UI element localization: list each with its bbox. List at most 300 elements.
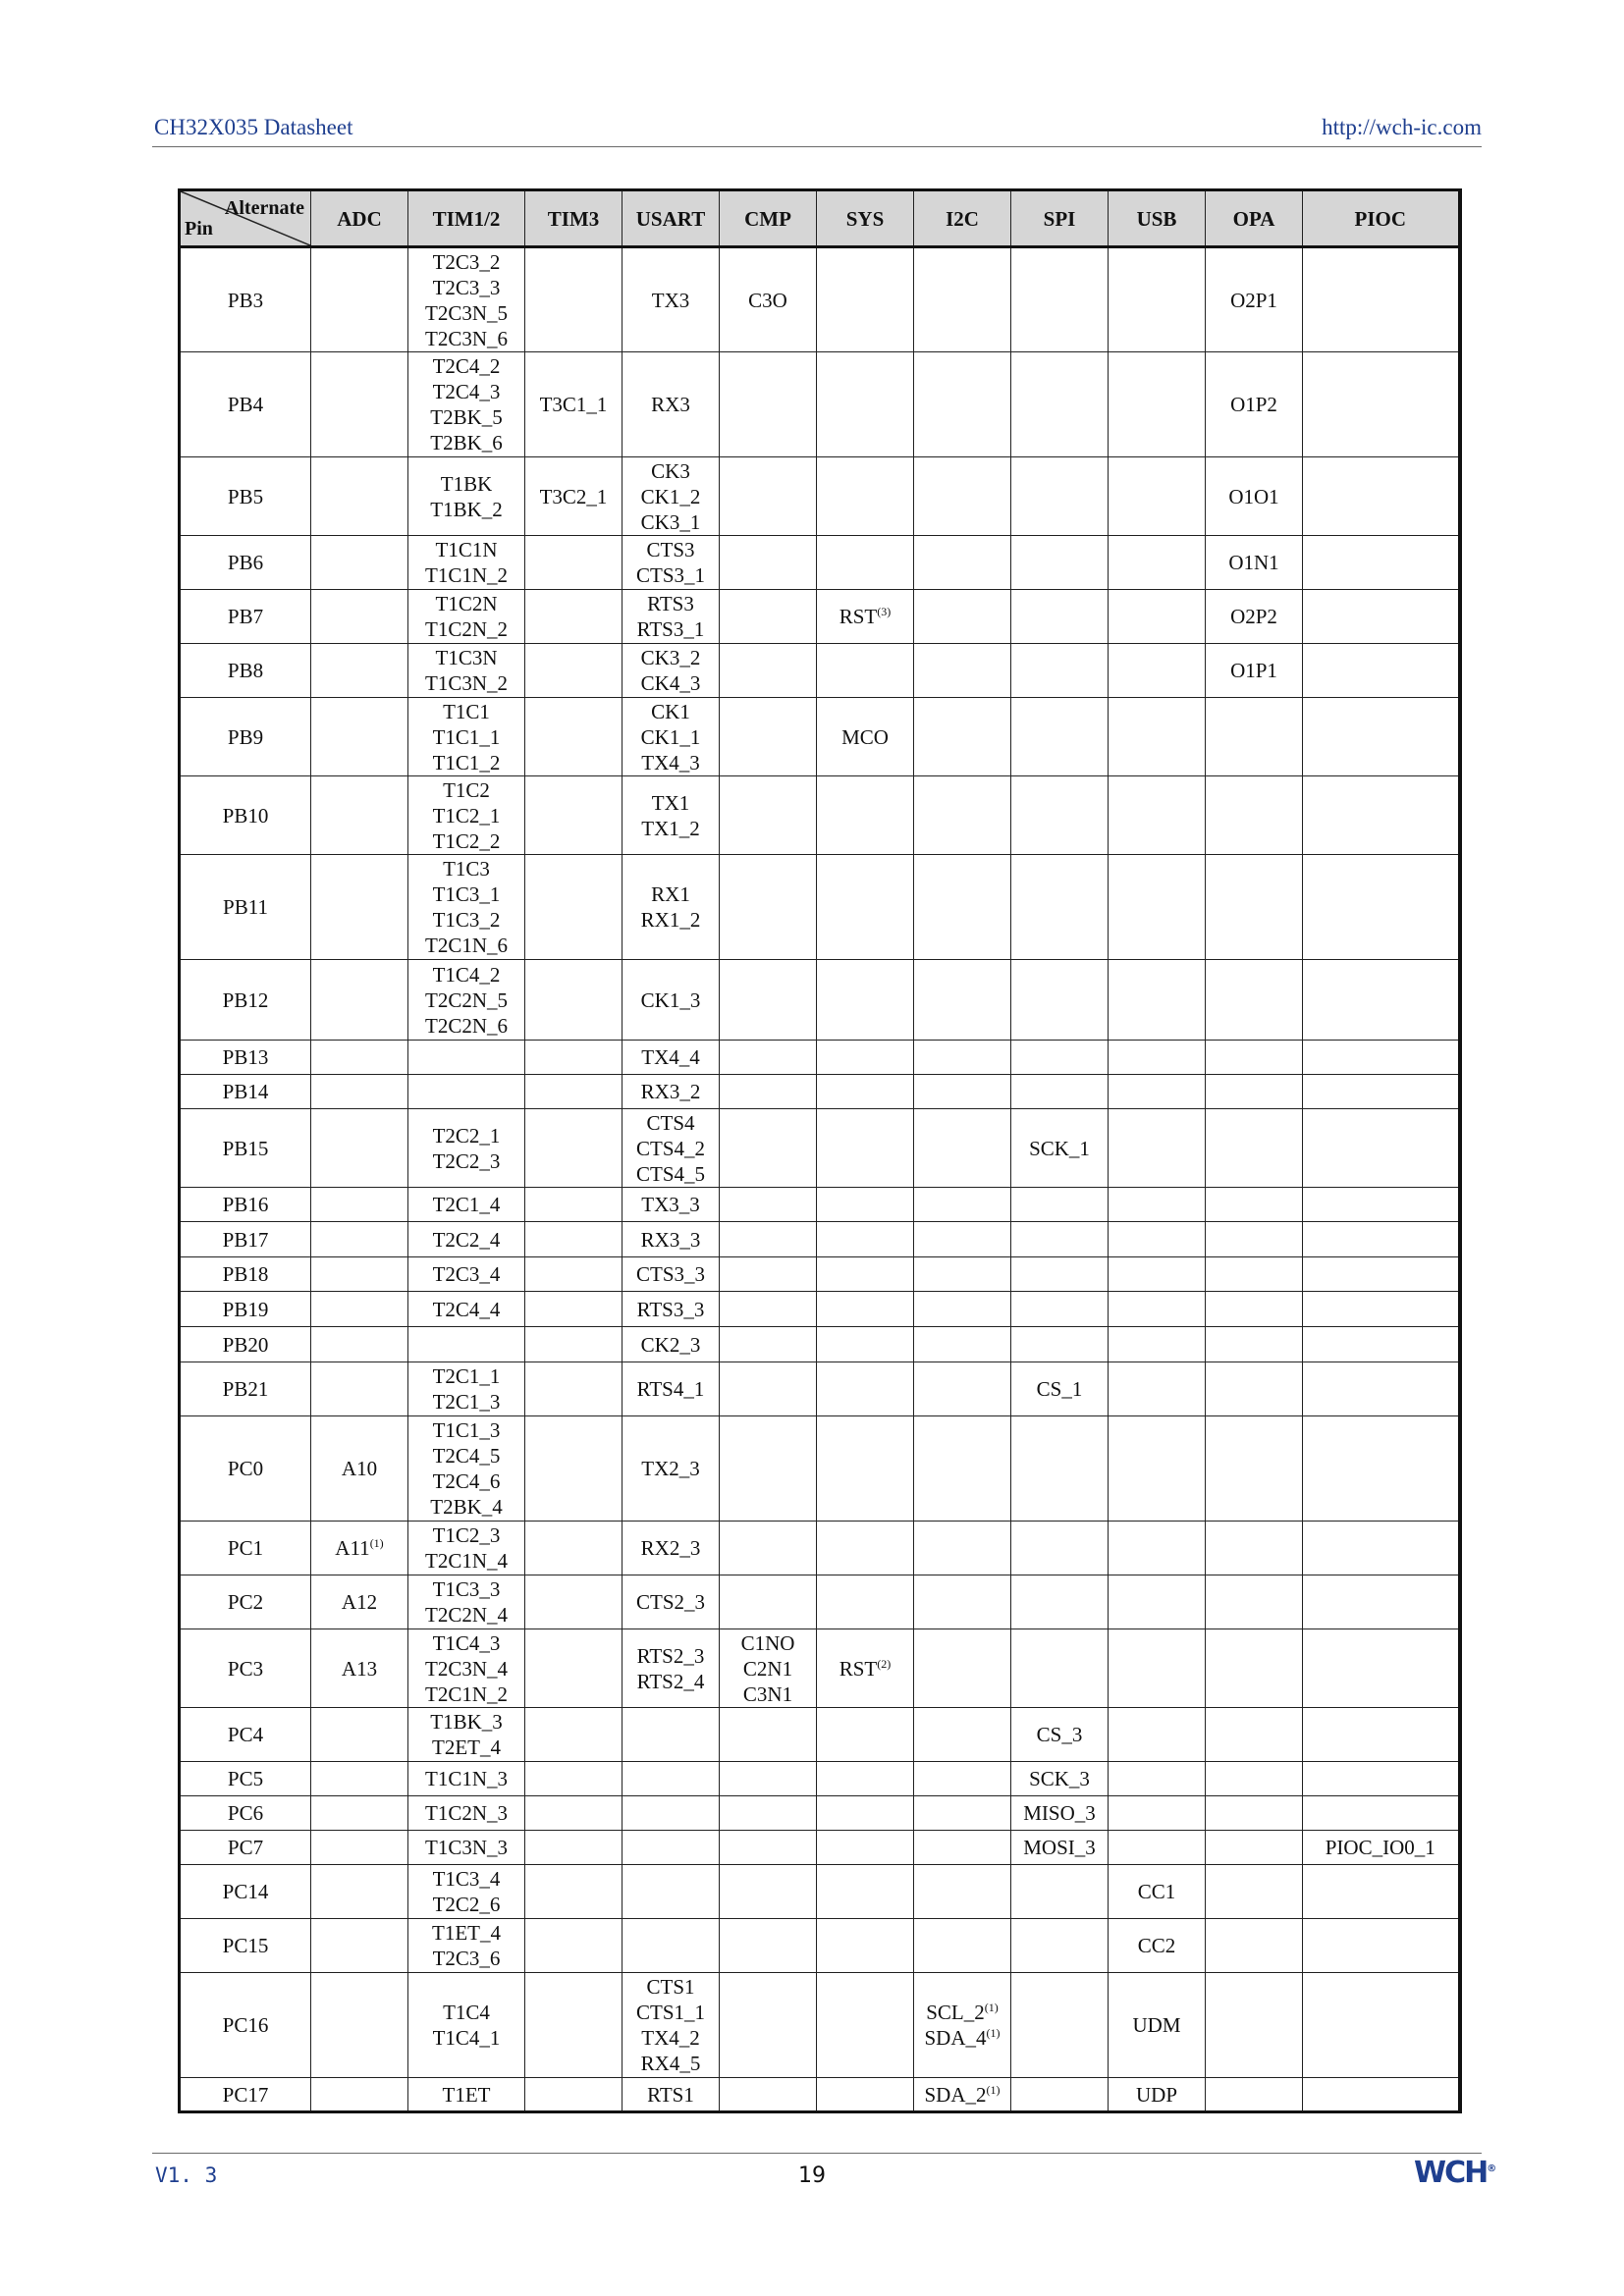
pin-cell: PC5 [180,1762,311,1796]
header-url[interactable]: http://wch-ic.com [1322,115,1482,139]
function-cell [720,1522,817,1575]
function-label: T1C3_3 [432,1577,501,1601]
function-cell [1011,1041,1109,1075]
function-cell [817,457,914,536]
function-label: UDP [1135,2082,1177,2107]
function-cell [817,1575,914,1629]
table-row [180,1575,1460,1629]
function-cell [408,1762,525,1796]
function-cell [623,776,720,855]
pin-cell: PC6 [180,1796,311,1831]
function-cell [720,1222,817,1257]
function-label: C3O [748,288,787,312]
function-label: T2C2N_6 [425,1013,508,1038]
function-cell [817,1075,914,1109]
function-cell [1303,1327,1460,1362]
function-cell [623,1362,720,1416]
function-label: T2C1N_6 [425,934,508,957]
function-cell [408,1362,525,1416]
function-cell [914,644,1011,698]
function-label: RTS1 [647,2082,694,2107]
function-label: T2C1N_2 [425,1682,508,1706]
table-row [180,1292,1460,1327]
function-cell [817,247,914,352]
function-cell [525,1222,623,1257]
function-cell [720,1327,817,1362]
function-cell [311,247,408,352]
function-label: CK3_2 [640,646,701,669]
function-cell [1109,1865,1206,1919]
footnote-marker: (1) [984,2001,999,2014]
table-row [180,1327,1460,1362]
table-row [180,536,1460,590]
table-row [180,457,1460,536]
function-cell [1303,352,1460,457]
function-cell [914,698,1011,776]
pin-cell: PC17 [180,2078,311,2112]
function-cell [1109,776,1206,855]
function-cell [817,1109,914,1188]
function-cell [623,1919,720,1973]
function-cell [1109,1919,1206,1973]
function-cell [311,1075,408,1109]
function-cell [1011,1292,1109,1327]
function-cell [1206,536,1303,590]
column-header: TIM1/2 [408,190,525,247]
function-label: CTS1_1 [635,2001,705,2024]
function-label: CK4_3 [640,671,701,695]
function-cell [311,855,408,960]
function-cell [623,1575,720,1629]
function-cell [1206,457,1303,536]
function-cell [525,457,623,536]
wch-logo: WCH® [1414,2156,1497,2190]
function-cell [311,1416,408,1522]
table-row [180,1762,1460,1796]
function-cell [623,1796,720,1831]
function-label: T2ET_4 [432,1735,501,1759]
function-cell [623,1292,720,1327]
function-cell [720,1188,817,1222]
function-label: T1ET_4 [432,1921,501,1945]
function-cell [817,1796,914,1831]
function-cell [408,1522,525,1575]
table-row [180,1041,1460,1075]
function-cell [1011,1362,1109,1416]
function-cell [720,960,817,1041]
function-cell [1109,1796,1206,1831]
function-cell [525,776,623,855]
function-label: CK1_2 [640,484,701,508]
function-label: CS_1 [1036,1377,1083,1401]
function-cell [1109,1629,1206,1708]
function-label: C2N1 [742,1656,793,1681]
function-cell [623,698,720,776]
function-cell [525,2078,623,2112]
function-cell [525,1708,623,1762]
function-cell [817,1973,914,2078]
function-cell [525,1257,623,1292]
function-label: CK2_3 [640,1332,701,1357]
function-cell [1011,644,1109,698]
pin-cell: PC2 [180,1575,311,1629]
pin-cell: PB16 [180,1188,311,1222]
function-label: T1C4_1 [432,2026,501,2050]
function-label: T1C4_2 [432,962,501,987]
function-label: T1C2N_2 [425,617,508,641]
function-cell [408,1919,525,1973]
function-cell [525,1292,623,1327]
table-row [180,698,1460,776]
function-label: A12 [341,1590,378,1614]
function-cell [1206,855,1303,960]
function-cell [623,1708,720,1762]
function-cell [311,960,408,1041]
function-cell [311,1362,408,1416]
pin-cell: PC0 [180,1416,311,1522]
function-label: CK1_3 [640,988,701,1012]
function-label: C3N1 [742,1682,793,1706]
function-cell [408,644,525,698]
function-label: T2C4_2 [432,354,501,378]
pin-cell: PC15 [180,1919,311,1973]
function-label: T2C1_1 [432,1364,501,1388]
function-cell [408,536,525,590]
function-cell [1011,1973,1109,2078]
function-label: TX4_3 [641,750,700,774]
function-cell [914,1362,1011,1416]
function-cell [408,1188,525,1222]
function-cell [914,960,1011,1041]
function-cell [817,1257,914,1292]
function-cell [311,1708,408,1762]
function-cell [1109,352,1206,457]
function-cell [914,1865,1011,1919]
function-cell [1109,536,1206,590]
function-label: T1C2_3 [432,1523,501,1547]
function-cell [720,1416,817,1522]
function-label: RTS3 [647,592,694,615]
function-cell [720,1575,817,1629]
function-label: T1ET [442,2082,491,2107]
function-label: CTS1 [646,1975,695,1999]
page-number: 19 [798,2163,826,2188]
column-header: PIOC [1303,190,1460,247]
function-label: T1C3N_2 [425,671,508,695]
function-cell [311,1629,408,1708]
function-cell [1303,1257,1460,1292]
function-cell [1303,1222,1460,1257]
function-cell [1011,1831,1109,1865]
function-label: T1C1_1 [432,724,501,749]
function-cell [623,457,720,536]
table-row [180,960,1460,1041]
function-cell [1109,1973,1206,2078]
table-row [180,1831,1460,1865]
function-cell [1206,1362,1303,1416]
function-cell [623,1109,720,1188]
function-cell [1011,1257,1109,1292]
function-cell [720,644,817,698]
function-label: T2BK_6 [430,431,503,454]
function-cell [1011,855,1109,960]
function-cell [914,1762,1011,1796]
function-label: T1C1_2 [432,750,501,774]
function-cell [623,855,720,960]
function-cell [914,1522,1011,1575]
function-cell [817,698,914,776]
function-cell [720,855,817,960]
function-cell [623,1831,720,1865]
function-label: RX1_2 [640,908,701,932]
pin-cell: PC3 [180,1629,311,1708]
function-cell [1303,1629,1460,1708]
function-cell [1011,536,1109,590]
pin-cell: PB4 [180,352,311,457]
footer-version: V1. 3 [155,2163,218,2187]
pin-cell: PB3 [180,247,311,352]
function-label: CK3 [651,458,690,483]
function-label: T1BK_2 [430,497,503,521]
pin-cell: PB13 [180,1041,311,1075]
function-cell [914,1416,1011,1522]
function-cell [1206,1522,1303,1575]
function-cell [311,1041,408,1075]
function-cell [408,1109,525,1188]
function-cell [525,352,623,457]
function-cell [408,1075,525,1109]
function-cell [1206,1257,1303,1292]
function-cell [525,1575,623,1629]
function-label: T1C1N [435,538,498,561]
function-cell [1011,590,1109,644]
function-label: T2BK_4 [430,1495,503,1519]
function-cell [817,1292,914,1327]
function-cell [914,1973,1011,2078]
function-cell [1109,1188,1206,1222]
table-row [180,247,1460,352]
function-cell [1206,1292,1303,1327]
function-cell [1303,776,1460,855]
function-cell [914,1708,1011,1762]
function-label: T2C1_3 [432,1390,501,1414]
function-cell [817,1327,914,1362]
function-cell [720,1041,817,1075]
column-header: OPA [1206,190,1303,247]
pin-cell: PC1 [180,1522,311,1575]
function-label: SCK_3 [1029,1767,1090,1790]
function-cell [1011,1575,1109,1629]
function-cell [720,1109,817,1188]
function-cell [525,1109,623,1188]
table-row [180,644,1460,698]
function-cell [914,1292,1011,1327]
function-cell [311,457,408,536]
function-cell [623,1629,720,1708]
corner-label-alternate: Alternate [224,197,304,219]
function-cell [311,1188,408,1222]
function-cell [1303,1522,1460,1575]
pin-cell: PC4 [180,1708,311,1762]
table-row [180,1973,1460,2078]
function-cell [525,1919,623,1973]
pin-cell: PB10 [180,776,311,855]
table-header-row [180,190,1460,247]
function-cell [408,247,525,352]
function-cell [525,1831,623,1865]
function-cell [1303,1109,1460,1188]
function-cell [817,960,914,1041]
function-cell [408,590,525,644]
function-cell [1303,1973,1460,2078]
function-cell [720,1796,817,1831]
function-cell [1109,855,1206,960]
function-cell [311,1575,408,1629]
function-label: T1C3_1 [432,882,501,906]
table-row [180,1919,1460,1973]
footnote-marker: (1) [369,1536,384,1550]
function-cell [408,1831,525,1865]
header-divider [152,146,1482,147]
function-cell [1303,1292,1460,1327]
function-cell [408,2078,525,2112]
function-cell [408,1973,525,2078]
function-cell [623,536,720,590]
function-cell [408,457,525,536]
function-label: T1C2_2 [432,828,501,853]
function-cell [1011,1327,1109,1362]
function-cell [1303,457,1460,536]
function-label: MOSI_3 [1023,1836,1096,1859]
function-cell [408,776,525,855]
function-cell [817,1362,914,1416]
function-cell [311,1973,408,2078]
function-cell [1011,1762,1109,1796]
function-cell [408,1327,525,1362]
function-cell [1011,1865,1109,1919]
function-cell [817,1222,914,1257]
function-cell [1109,1831,1206,1865]
function-cell [914,1629,1011,1708]
function-cell [525,855,623,960]
pin-cell: PB6 [180,536,311,590]
function-cell [1303,1416,1460,1522]
function-label: TX4_2 [641,2026,700,2050]
function-cell [1206,1762,1303,1796]
function-label: O1P2 [1230,393,1277,416]
function-cell [1011,1796,1109,1831]
function-cell [720,352,817,457]
function-cell [1109,1327,1206,1362]
function-cell [817,1762,914,1796]
function-cell [311,1109,408,1188]
function-cell [1011,352,1109,457]
function-cell [720,247,817,352]
function-cell [623,644,720,698]
function-cell [525,1522,623,1575]
function-label: RX3_2 [640,1080,701,1103]
logo-text: WCH [1414,2156,1488,2190]
column-header: SYS [817,190,914,247]
function-label: MISO_3 [1023,1801,1096,1825]
function-cell [817,776,914,855]
table-row [180,352,1460,457]
pin-cell: PC16 [180,1973,311,2078]
function-cell [720,2078,817,2112]
pin-cell: PB18 [180,1257,311,1292]
function-cell [1303,1796,1460,1831]
function-cell [720,590,817,644]
footnote-marker: (3) [877,605,892,618]
function-cell [1206,960,1303,1041]
function-label: T1C2 [443,777,490,802]
pin-cell: PB19 [180,1292,311,1327]
function-cell [1206,644,1303,698]
function-label: CTS3 [646,538,695,561]
function-cell [1303,1831,1460,1865]
function-cell [623,1188,720,1222]
function-cell [1109,1762,1206,1796]
function-cell [1206,1222,1303,1257]
function-cell [1303,855,1460,960]
function-label: CTS4_2 [635,1136,705,1160]
function-label: T2C3_6 [432,1947,501,1970]
function-cell [525,536,623,590]
function-cell [720,1362,817,1416]
function-label: PIOC_IO0_1 [1325,1836,1435,1859]
function-cell [525,1865,623,1919]
function-label: T1C1_3 [432,1418,501,1442]
function-label: T1C2_1 [432,803,501,828]
function-cell [1206,1796,1303,1831]
column-header: I2C [914,190,1011,247]
function-cell [623,960,720,1041]
function-cell [408,1575,525,1629]
function-cell [525,1416,623,1522]
function-label: A11$^{(1)}$ [335,1536,384,1560]
function-cell [311,536,408,590]
function-cell [914,352,1011,457]
function-cell [1109,457,1206,536]
function-cell [1303,247,1460,352]
function-cell [1109,698,1206,776]
function-cell [914,590,1011,644]
function-cell [720,1762,817,1796]
function-cell [623,1041,720,1075]
function-cell [817,1708,914,1762]
function-cell [623,1222,720,1257]
function-cell [817,1188,914,1222]
function-cell [1206,352,1303,457]
function-label: CTS3_3 [635,1262,705,1286]
function-cell [311,2078,408,2112]
table-row [180,776,1460,855]
function-cell [914,536,1011,590]
function-cell [1011,960,1109,1041]
function-label: RX3_3 [640,1227,701,1252]
function-cell [1206,776,1303,855]
function-cell [525,1362,623,1416]
function-label: O1P1 [1230,659,1277,682]
function-label: RTS3_3 [636,1297,705,1321]
function-cell [525,644,623,698]
function-cell [1206,2078,1303,2112]
function-cell [1206,247,1303,352]
function-cell [817,1041,914,1075]
footer-divider [152,2153,1482,2154]
function-cell [1303,2078,1460,2112]
function-cell [1206,1629,1303,1708]
